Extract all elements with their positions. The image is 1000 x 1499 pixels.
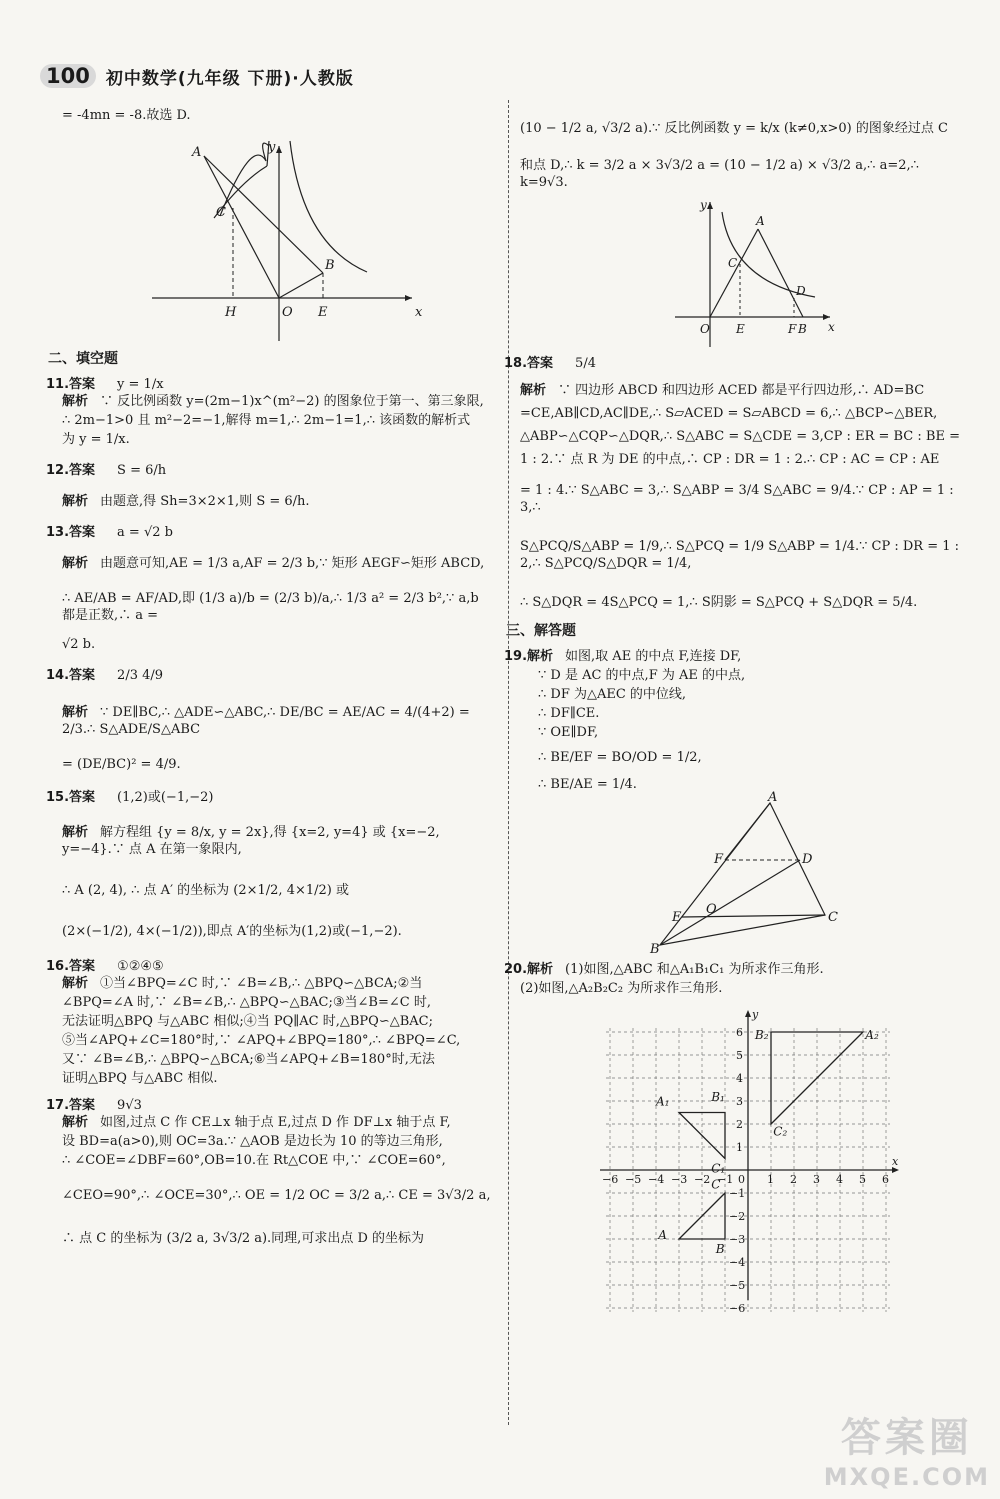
fig2-label-a: A bbox=[756, 214, 765, 228]
figure-hyperbola-1 bbox=[132, 126, 432, 341]
q13-line-1: 由题意可知,AE = 1/3 a,AF = 2/3 b,∵ 矩形 AEGF∽矩形 ABCD, bbox=[100, 556, 485, 571]
q13 bbox=[46, 524, 492, 653]
fig2-label-d: D bbox=[796, 284, 806, 298]
grid-vertex-label-c2: C₂ bbox=[773, 1124, 788, 1139]
page-header bbox=[40, 62, 354, 90]
fig2-label-e: E bbox=[736, 322, 745, 336]
q12-answer: S = 6/h bbox=[117, 463, 167, 478]
q16-analysis-tag: 解析 bbox=[62, 976, 89, 991]
q20 bbox=[504, 961, 970, 997]
x-tick-label: −2 bbox=[694, 1173, 711, 1186]
q15-number: 15. bbox=[46, 790, 70, 805]
fig2-label-c: C bbox=[728, 256, 738, 270]
q15-line-3: (2×(−1/2), 4×(−1/2)),即点 A′的坐标为(1,2)或(−1,−2). bbox=[62, 924, 402, 939]
q15-line-1: 解方程组 {y = 8/x, y = 2x},得 {x=2, y=4} 或 {x=−2, y=−4}.∵ 点 A 在第一象限内, bbox=[62, 825, 440, 857]
x-tick-label: 5 bbox=[859, 1173, 866, 1186]
q16-line-2: ∠BPQ=∠A 时,∵ ∠B=∠B,∴ △BPQ∽△BAC;③当∠B=∠C 时, bbox=[62, 995, 431, 1010]
q18-analysis-tag: 解析 bbox=[520, 383, 547, 398]
q17 bbox=[46, 1097, 492, 1247]
q20-line-2: (2)如图,△A₂B₂C₂ 为所求作三角形. bbox=[520, 981, 723, 996]
x-tick-label: −4 bbox=[648, 1173, 665, 1186]
q13-number: 13. bbox=[46, 525, 70, 540]
q14-line-1: ∵ DE∥BC,∴ △ADE∽△ABC,∴ DE/BC = AE/AC = 4/(4+2) = 2/3.∴ S△ADE/S△ABC bbox=[62, 705, 470, 737]
fig1-label-x: x bbox=[415, 305, 423, 320]
q19-line-7: ∴ BE/AE = 1/4. bbox=[538, 777, 637, 792]
fig1-label-a: A bbox=[192, 145, 202, 160]
fig2-label-y: y bbox=[700, 198, 707, 212]
fig2-label-f: F bbox=[788, 322, 797, 336]
figure-triangle-hyperbola bbox=[670, 197, 840, 347]
q19-line-3: ∴ DF 为△AEC 的中位线, bbox=[538, 687, 687, 702]
q19-line-6: ∴ BE/EF = BO/OD = 1/2, bbox=[538, 750, 702, 765]
section-solutions: 三、解答题 bbox=[506, 623, 576, 639]
x-tick-label: −3 bbox=[671, 1173, 688, 1186]
fig2-label-o: O bbox=[700, 322, 710, 336]
q17-line-2: 设 BD=a(a>0),则 OC=3a.∵ △AOB 是边长为 10 的等边三角形, bbox=[62, 1134, 443, 1149]
q16 bbox=[46, 958, 492, 1087]
q13-answer: a = √2 b bbox=[117, 525, 173, 540]
coordinate-grid bbox=[595, 1005, 905, 1315]
watermark-line-1: 答案圈 bbox=[840, 1415, 973, 1461]
q20-line-1: (1)如图,△ABC 和△A₁B₁C₁ 为所求作三角形. bbox=[565, 962, 824, 977]
q18-line-4: 1 : 2.∵ 点 R 为 DE 的中点,∴ CP : DR = 1 : 2.∴ CP : AC = CP : AE bbox=[520, 452, 940, 467]
q16-line-1: ①当∠BPQ=∠C 时,∵ ∠B=∠B,∴ △BPQ∽△BCA;②当 bbox=[100, 976, 423, 991]
q17-number: 17. bbox=[46, 1098, 70, 1113]
q18-line-1: ∵ 四边形 ABCD 和四边形 ACED 都是平行四边形,∴ AD=BC bbox=[558, 383, 925, 398]
page-number: 100 bbox=[40, 64, 96, 88]
q17-answer-tag: 答案 bbox=[69, 1098, 96, 1113]
y-tick-label: 5 bbox=[736, 1049, 743, 1062]
q15 bbox=[46, 789, 492, 940]
q18-line-7: ∴ S△DQR = 4S△PCQ = 1,∴ S阴影 = S△PCQ + S△DQR = 5/4. bbox=[520, 595, 918, 610]
q13-analysis-tag: 解析 bbox=[62, 556, 89, 571]
q11-number: 11. bbox=[46, 377, 70, 392]
q16-line-4: ⑤当∠APQ+∠C=180°时,∵ ∠APQ+∠BPQ=180°,∴ ∠BPQ=∠C, bbox=[62, 1033, 461, 1048]
fig1-label-e: E bbox=[318, 305, 328, 320]
fig2-label-b: B bbox=[798, 322, 807, 336]
x-tick-label: 1 bbox=[767, 1173, 774, 1186]
q15-analysis-tag: 解析 bbox=[62, 825, 89, 840]
y-tick-label: 2 bbox=[736, 1118, 743, 1131]
q19-number: 19. bbox=[504, 649, 528, 664]
fig3-label-b: B bbox=[650, 942, 660, 957]
fig3-label-e: E bbox=[672, 910, 682, 925]
y-tick-label: 6 bbox=[736, 1026, 743, 1039]
q12-analysis-tag: 解析 bbox=[62, 494, 89, 509]
q19 bbox=[504, 648, 970, 793]
figure-triangle-abc bbox=[650, 790, 880, 957]
fig3-label-c: C bbox=[828, 910, 838, 925]
column-divider bbox=[508, 100, 509, 1425]
grid-vertex-label-b2: B₂ bbox=[754, 1027, 769, 1042]
fig1-label-h: H bbox=[225, 305, 237, 320]
q11-answer-tag: 答案 bbox=[69, 377, 96, 392]
grid-vertex-label-a1: A₁ bbox=[656, 1094, 670, 1109]
q13-answer-tag: 答案 bbox=[69, 525, 96, 540]
q18-number: 18. bbox=[504, 356, 528, 371]
q12 bbox=[46, 462, 492, 510]
y-tick-label: −4 bbox=[729, 1256, 746, 1269]
y-tick-label: −5 bbox=[729, 1279, 746, 1292]
fig2-label-x: x bbox=[828, 320, 835, 334]
q14-answer-tag: 答案 bbox=[69, 668, 96, 683]
section-fill-in: 二、填空题 bbox=[48, 351, 118, 367]
q11-line-1: ∵ 反比例函数 y=(2m−1)x^(m²−2) 的图象位于第一、第三象限, bbox=[100, 394, 484, 409]
fig3-label-a: A bbox=[768, 790, 778, 805]
fig1-label-c: C bbox=[216, 205, 226, 220]
q13-line-3: √2 b. bbox=[62, 637, 96, 652]
grid-vertex-label-b1: B₁ bbox=[711, 1090, 725, 1104]
x-tick-label: −6 bbox=[602, 1173, 619, 1186]
x-tick-label: 3 bbox=[813, 1173, 820, 1186]
q19-tag: 解析 bbox=[527, 649, 554, 664]
q15-answer-tag: 答案 bbox=[69, 790, 96, 805]
q17-cont-line-1: (10 − 1/2 a, √3/2 a).∵ 反比例函数 y = k/x (k≠0,x>0) 的图象经过点 C bbox=[520, 121, 948, 136]
watermark-line-2: MXQE.COM bbox=[823, 1463, 990, 1491]
q16-answer: ①②④⑤ bbox=[117, 959, 164, 974]
q14-number: 14. bbox=[46, 668, 70, 683]
q14-line-2: = (DE/BC)² = 4/9. bbox=[62, 757, 181, 772]
q16-line-3: 无法证明△BPQ 与△ABC 相似;④当 PQ∥AC 时,△BPQ∽△BAC; bbox=[62, 1014, 433, 1029]
intro-line: = -4mn = -8.故选 D. bbox=[62, 108, 191, 123]
y-tick-label: −6 bbox=[729, 1302, 746, 1315]
q17-answer: 9√3 bbox=[117, 1098, 142, 1113]
q18-line-2: =CE,AB∥CD,AC∥DE,∴ S▱ACED = S▱ABCD = 6,∴ △BCP∽△BER, bbox=[520, 406, 938, 421]
y-tick-label: −1 bbox=[729, 1187, 746, 1200]
q14 bbox=[46, 667, 492, 773]
fig3-label-f: F bbox=[714, 852, 724, 867]
q14-answer: 2/3 4/9 bbox=[117, 668, 164, 683]
x-tick-label: 2 bbox=[790, 1173, 797, 1186]
grid-vertex-label-c1: C₁ bbox=[711, 1161, 726, 1176]
q17-cont-line-2: 和点 D,∴ k = 3/2 a × 3√3/2 a = (10 − 1/2 a) × √3/2 a,∴ a=2,∴ k=9√3. bbox=[520, 158, 919, 190]
fig1-label-y: y bbox=[268, 140, 276, 155]
q18 bbox=[504, 355, 970, 611]
q15-answer: (1,2)或(−1,−2) bbox=[117, 790, 214, 805]
grid-vertex-label-c: C bbox=[711, 1177, 721, 1192]
q13-line-2: ∴ AE/AB = AF/AD,即 (1/3 a)/b = (2/3 b)/a,∴ 1/3 a² = 2/3 b²,∵ a,b 都是正数,∴ a = bbox=[62, 591, 479, 623]
q11 bbox=[46, 376, 492, 448]
q19-line-2: ∵ D 是 AC 的中点,F 为 AE 的中点, bbox=[538, 668, 746, 683]
q12-number: 12. bbox=[46, 463, 70, 478]
q17-analysis-tag: 解析 bbox=[62, 1115, 89, 1130]
q12-answer-tag: 答案 bbox=[69, 463, 96, 478]
x-tick-label: 0 bbox=[738, 1173, 745, 1186]
q16-number: 16. bbox=[46, 959, 70, 974]
q11-answer: y = 1/x bbox=[117, 377, 164, 392]
q17-line-4: ∠CEO=90°,∴ ∠OCE=30°,∴ OE = 1/2 OC = 3/2 a,∴ CE = 3√3/2 a, bbox=[62, 1188, 491, 1203]
q17-line-5: ∴ 点 C 的坐标为 (3/2 a, 3√3/2 a).同理,可求出点 D 的坐标为 bbox=[62, 1231, 425, 1246]
y-tick-label: −2 bbox=[729, 1210, 746, 1223]
y-tick-label: 4 bbox=[736, 1072, 743, 1085]
q19-line-1: 如图,取 AE 的中点 F,连接 DF, bbox=[565, 649, 742, 664]
q15-line-2: ∴ A (2, 4), ∴ 点 A′ 的坐标为 (2×1/2, 4×1/2) 或 bbox=[62, 883, 349, 898]
watermark bbox=[824, 1406, 990, 1491]
book-title: 初中数学(九年级 下册)·人教版 bbox=[105, 68, 354, 89]
q19-line-5: ∵ OE∥DF, bbox=[538, 725, 599, 740]
q16-answer-tag: 答案 bbox=[69, 959, 96, 974]
q20-number: 20. bbox=[504, 962, 528, 977]
grid-vertex-label-a2: A₂ bbox=[865, 1027, 879, 1042]
fig3-label-o: O bbox=[706, 902, 717, 917]
x-tick-label: −5 bbox=[625, 1173, 642, 1186]
x-tick-label: 6 bbox=[882, 1173, 889, 1186]
q20-tag: 解析 bbox=[527, 962, 554, 977]
q11-analysis-tag: 解析 bbox=[62, 394, 89, 409]
right-column bbox=[504, 105, 970, 1315]
grid-label-x: x bbox=[892, 1155, 899, 1168]
q17-line-1: 如图,过点 C 作 CE⊥x 轴于点 E,过点 D 作 DF⊥x 轴于点 F, bbox=[100, 1115, 451, 1130]
y-tick-label: −3 bbox=[729, 1233, 746, 1246]
x-tick-label: 4 bbox=[836, 1173, 843, 1186]
q18-line-6: S△PCQ/S△ABP = 1/9,∴ S△PCQ = 1/9 S△ABP = 1/4.∵ CP : DR = 1 : 2,∴ S△PCQ/S△DQR = 1/4, bbox=[520, 539, 960, 571]
q14-analysis-tag: 解析 bbox=[62, 705, 89, 720]
y-tick-label: 3 bbox=[736, 1095, 743, 1108]
q16-line-5: 又∵ ∠B=∠B,∴ △BPQ∽△BCA;⑥当∠APQ+∠B=180°时,无法 bbox=[62, 1052, 435, 1067]
q18-answer: 5/4 bbox=[575, 356, 596, 371]
grid-label-y: y bbox=[752, 1008, 759, 1021]
fig1-label-b: B bbox=[325, 258, 335, 273]
x-tick-label: −1 bbox=[717, 1173, 734, 1186]
q18-answer-tag: 答案 bbox=[527, 356, 554, 371]
q11-line-3: 为 y = 1/x. bbox=[62, 432, 130, 447]
left-column bbox=[46, 105, 492, 1255]
grid-vertex-label-a: A bbox=[658, 1228, 667, 1242]
y-tick-label: 1 bbox=[736, 1141, 743, 1154]
q19-line-4: ∴ DF∥CE. bbox=[538, 706, 600, 721]
q16-line-6: 证明△BPQ 与△ABC 相似. bbox=[62, 1071, 218, 1086]
q12-line-1: 由题意,得 Sh=3×2×1,则 S = 6/h. bbox=[100, 494, 310, 509]
q17-line-3: ∴ ∠COE=∠DBF=60°,OB=10.在 Rt△COE 中,∵ ∠COE=60°, bbox=[62, 1153, 446, 1168]
grid-vertex-label-b: B bbox=[715, 1241, 725, 1256]
fig1-label-o: O bbox=[282, 305, 293, 320]
q11-line-2: ∴ 2m−1>0 且 m²−2=−1,解得 m=1,∴ 2m−1=1,∴ 该函数的解析式 bbox=[62, 413, 471, 428]
fig3-label-d: D bbox=[802, 852, 813, 867]
q18-line-3: △ABP∽△CQP∽△DQR,∴ S△ABC = S△CDE = 3,CP : ER = BC : BE = bbox=[520, 429, 960, 444]
q18-line-5: = 1 : 4.∵ S△ABC = 3,∴ S△ABP = 3/4 S△ABC = 9/4.∵ CP : AP = 1 : 3,∴ bbox=[520, 483, 954, 515]
